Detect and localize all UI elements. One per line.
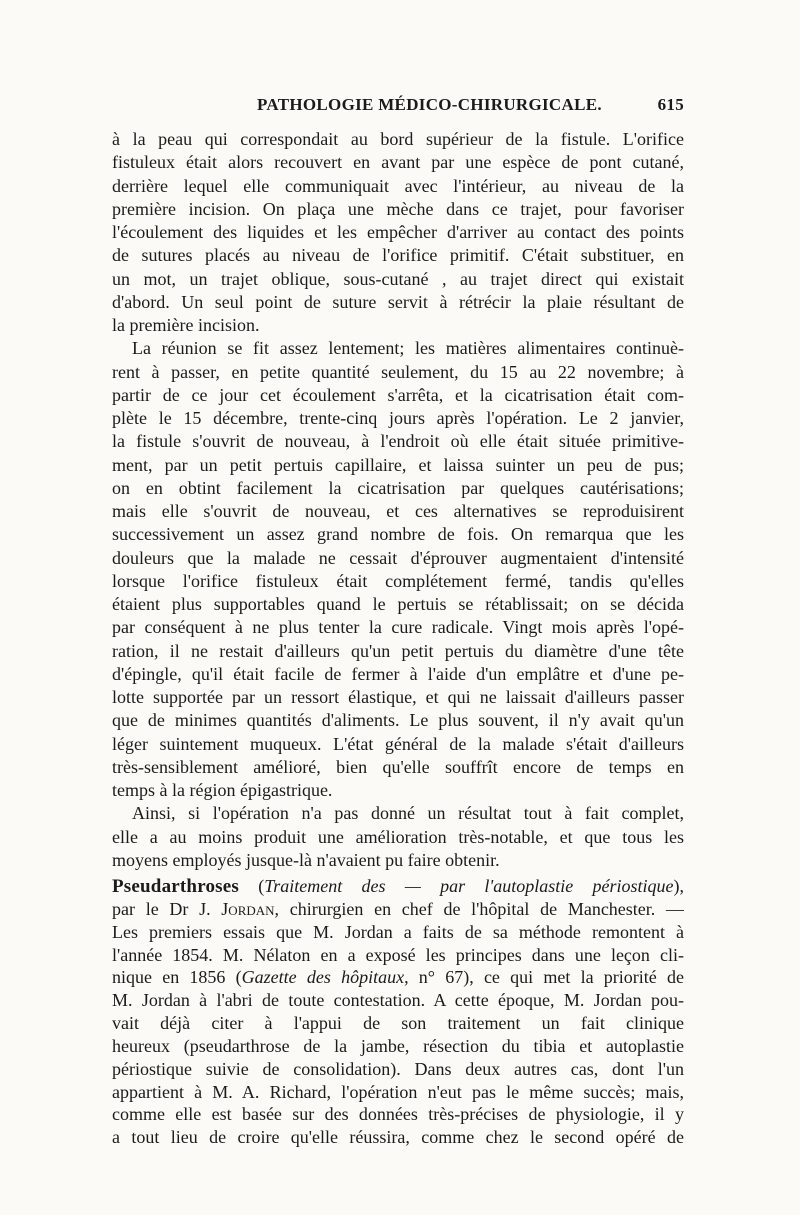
body-text-section — [112, 128, 684, 872]
text-line: à la peau qui correspondait au bord supérieur de la fistule. L'orifice — [112, 129, 684, 149]
text-line — [112, 898, 684, 921]
text-fragment: , n° 67), ce qui met la priorité de — [404, 967, 684, 988]
text-line: l'année 1854. M. Nélaton en a exposé les principes dans une leçon cli- — [112, 944, 684, 965]
text-line: la fistule s'ouvrit de nouveau, à l'endroit où elle était située primitive- — [112, 431, 684, 452]
text-line: que de minimes quantités d'aliments. Le plus souvent, il n'y avait qu'un — [112, 710, 684, 731]
text-fragment: nique en 1856 ( — [112, 967, 242, 988]
text-line: de sutures placés au niveau de l'orifice primitif. C'était substituer, en — [112, 245, 684, 266]
text-line: partir de ce jour cet écoulement s'arrêta, et la cicatrisation était com- — [112, 384, 684, 405]
text-line: léger suintement muqueux. L'état général de la malade s'était d'ailleurs — [112, 733, 684, 754]
journal-title: Gazette des hôpitaux — [241, 967, 405, 988]
article-subtitle: Traitement des — par l'autoplastie périostique — [264, 876, 674, 896]
text-line: mais elle s'ouvrit de nouveau, et ces alternatives se reproduisirent — [112, 501, 684, 521]
text-line: vait déjà citer à l'appui de son traitement un fait clinique — [112, 1013, 684, 1034]
article-heading-line: Pseudarthroses (Traitement des — par l'autoplastie périostique), — [112, 876, 684, 897]
text-line: ment, par un petit pertuis capillaire, et laissa suinter un peu de pus; — [112, 454, 684, 475]
text-line: heureux (pseudarthrose de la jambe, résection du tibia et autoplastie — [112, 1035, 684, 1056]
text-line: on en obtint facilement la cicatrisation par quelques cautérisations; — [112, 477, 684, 498]
text-line: la première incision. — [112, 315, 260, 335]
text-fragment: , chirurgien en chef de l'hôpital de Manchester. — — [274, 898, 684, 919]
text-line: par conséquent à ne plus tenter la cure radicale. Vingt mois après l'opé- — [112, 617, 684, 638]
text-line: première incision. On plaça une mèche dans ce trajet, pour favoriser — [112, 198, 684, 219]
text-line: Les premiers essais que M. Jordan a faits de sa méthode remontent à — [112, 921, 684, 942]
text-line: M. Jordan à l'abri de toute contestation. A cette époque, M. Jordan pou- — [112, 990, 684, 1011]
text-line: rent à passer, en petite quantité seulement, du 15 au 22 novembre; à — [112, 361, 684, 382]
text-line: lotte supportée par un ressort élastique, et qui ne laissait d'ailleurs passer — [112, 687, 684, 707]
article-section — [112, 875, 684, 1149]
text-line: successivement un assez grand nombre de fois. On remarqua que les — [112, 524, 684, 545]
text-line: moyens employés jusque-là n'avaient pu faire obtenir. — [112, 849, 500, 870]
text-line: a tout lieu de croire qu'elle réussira, comme chez le second opéré de — [112, 1127, 684, 1148]
article-title: Pseudarthroses — [112, 876, 240, 897]
text-line: douleurs que la malade ne cessait d'éprouver augmentaient d'intensité — [112, 547, 684, 568]
text-line: temps à la région épigastrique. — [112, 780, 333, 800]
text-line: ration, il ne restait d'ailleurs qu'un petit pertuis du diamètre d'une tête — [112, 640, 684, 661]
page-header — [112, 95, 684, 119]
text-fragment: par le Dr — [112, 898, 200, 919]
text-line: étaient plus supportables quand le pertuis se rétablissait; on se décida — [112, 594, 684, 614]
text-line: appartient à M. A. Richard, l'opération n'eut pas le même succès; mais, — [112, 1081, 684, 1102]
paragraph-start: La réunion se fit assez lentement; les matières alimentaires continuè- — [132, 338, 684, 359]
page-number: 615 — [657, 95, 684, 114]
text-line: l'écoulement des liquides et les empêcher d'arriver au contact des points — [112, 222, 684, 242]
text-line: lorsque l'orifice fistuleux était complétement fermé, tandis qu'elles — [112, 570, 684, 591]
text-line: plète le 15 décembre, trente-cinq jours après l'opération. Le 2 janvier, — [112, 408, 684, 428]
text-line: un mot, un trajet oblique, sous-cutané , au trajet direct qui existait — [112, 268, 684, 289]
text-line: périostique suivie de consolidation). Dans deux autres cas, dont l'un — [112, 1058, 684, 1079]
running-title: PATHOLOGIE MÉDICO-CHIRURGICALE. — [257, 95, 602, 114]
text-line: comme elle est basée sur des données très-précises de physiologie, il y — [112, 1104, 684, 1125]
text-line: fistuleux était alors recouvert en avant par une espèce de pont cutané, — [112, 152, 684, 173]
paragraph-start: Ainsi, si l'opération n'a pas donné un résultat tout à fait complet, — [132, 803, 684, 824]
text-line: elle a au moins produit une amélioration très-notable, et que tous les — [112, 826, 684, 847]
text-line — [112, 966, 684, 989]
text-line: d'épingle, qu'il était facile de fermer à l'aide d'un emplâtre et d'une pe- — [112, 663, 684, 684]
text-line: très-sensiblement amélioré, bien qu'elle souffrît encore de temps en — [112, 756, 684, 777]
text-line: derrière lequel elle communiquait avec l'intérieur, au niveau de la — [112, 175, 684, 196]
author-name: J. Jordan — [199, 898, 275, 919]
text-line: d'abord. Un seul point de suture servit à rétrécir la plaie résultant de — [112, 291, 684, 312]
